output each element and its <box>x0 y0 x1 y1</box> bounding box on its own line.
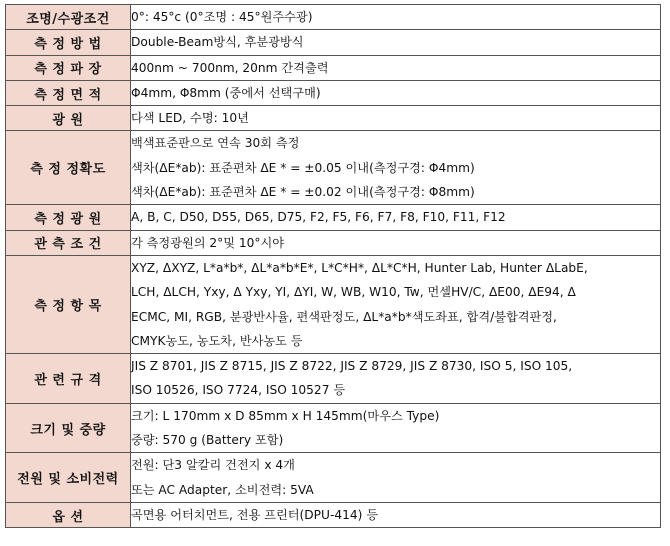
spec-value-line: JIS Z 8701, JIS Z 8715, JIS Z 8722, JIS Z 8729, JIS Z 8730, ISO 5, ISO 105, <box>131 359 573 374</box>
spec-label-measurement-illuminant: 측 정 광 원 <box>6 205 131 230</box>
spec-value-line: Φ4mm, Φ8mm (중에서 선택구매) <box>131 85 321 100</box>
spec-label-observer-condition: 관 측 조 건 <box>6 230 131 255</box>
spec-value-line: A, B, C, D50, D55, D65, D75, F2, F5, F6, F7, F8, F10, F11, F12 <box>131 210 506 225</box>
spec-value-line: 또는 AC Adapter, 소비전력: 5VA <box>131 482 314 497</box>
spec-label-measurement-wavelength: 측 정 파 장 <box>6 55 131 80</box>
spec-label-options: 옵 션 <box>6 502 131 527</box>
spec-value-line: 중량: 570 g (Battery 포함) <box>131 433 284 448</box>
spec-row-observer-condition <box>6 230 661 255</box>
spec-value-line: 곡면용 어터치먼트, 전용 프린터(DPU-414) 등 <box>131 507 379 522</box>
spec-row-measurement-area <box>6 80 661 105</box>
spec-row-measurement-method <box>6 30 661 55</box>
spec-value-line: 크기: L 170mm x D 85mm x H 145mm(마우스 Type) <box>131 408 440 423</box>
spec-value-measurement-wavelength <box>131 55 661 80</box>
spec-value-size-weight <box>131 403 661 453</box>
spec-value-line: Double-Beam방식, 후분광방식 <box>131 35 304 50</box>
spec-label-measurement-accuracy: 측 정 정확도 <box>6 131 131 205</box>
spec-value-line: ECMC, MI, RGB, 분광반사율, 편색판정도, ΔL*a*b*색도좌표, 합격/불합격판정, <box>131 309 557 324</box>
spec-value-illumination-condition <box>131 5 661 30</box>
spec-label-related-standards: 관 련 규 격 <box>6 354 131 404</box>
spec-label-measurement-method: 측 정 방 법 <box>6 30 131 55</box>
spec-value-line: XYZ, ΔXYZ, L*a*b*, ΔL*a*b*E*, L*C*H*, ΔL*C*H, Hunter Lab, Hunter ΔLabE, <box>131 260 588 275</box>
spec-value-line: 각 측정광원의 2°및 10°시야 <box>131 235 285 250</box>
spec-row-size-weight <box>6 403 661 453</box>
spec-label-light-source: 광 원 <box>6 106 131 131</box>
spec-value-observer-condition <box>131 230 661 255</box>
spec-row-measurement-illuminant <box>6 205 661 230</box>
spec-label-size-weight: 크기 및 중량 <box>6 403 131 453</box>
spec-row-measurement-wavelength <box>6 55 661 80</box>
spec-row-light-source <box>6 106 661 131</box>
spec-value-light-source <box>131 106 661 131</box>
spec-value-power-consumption <box>131 453 661 503</box>
spec-row-options <box>6 502 661 527</box>
spec-value-line: ISO 10526, ISO 7724, ISO 10527 등 <box>131 383 346 398</box>
spec-value-line: 전원: 단3 알칼리 건전지 x 4개 <box>131 458 295 473</box>
spec-value-measurement-accuracy <box>131 131 661 205</box>
spec-value-measurement-illuminant <box>131 205 661 230</box>
spec-value-line: 0°: 45°c (0°조명 : 45°원주수광) <box>131 10 313 24</box>
spec-row-power-consumption <box>6 453 661 503</box>
spec-value-measurement-method <box>131 30 661 55</box>
spec-row-illumination-condition <box>6 5 661 30</box>
spec-value-options <box>131 502 661 527</box>
spec-label-illumination-condition: 조명/수광조건 <box>6 5 131 30</box>
spec-value-measurement-area <box>131 80 661 105</box>
spec-value-measurement-items <box>131 255 661 353</box>
spec-value-line: 400nm ~ 700nm, 20nm 간격출력 <box>131 60 329 75</box>
spec-table <box>5 4 661 528</box>
spec-row-measurement-accuracy <box>6 131 661 205</box>
spec-value-line: 다색 LED, 수명: 10년 <box>131 111 249 126</box>
spec-row-related-standards <box>6 354 661 404</box>
spec-row-measurement-items <box>6 255 661 353</box>
spec-label-measurement-area: 측 정 면 적 <box>6 80 131 105</box>
spec-value-related-standards <box>131 354 661 404</box>
spec-value-line: 백색표준판으로 연속 30회 측정 <box>131 136 300 151</box>
spec-table-body <box>6 5 661 528</box>
spec-value-line: 색차(ΔE*ab): 표준편차 ΔE * = ±0.05 이내(측정구경: Φ4mm) <box>131 160 475 175</box>
spec-value-line: 색차(ΔE*ab): 표준편차 ΔE * = ±0.02 이내(측정구경: Φ8mm) <box>131 185 475 200</box>
spec-value-line: LCH, ΔLCH, Yxy, Δ Yxy, YI, ΔYI, W, WB, W10, Tw, 먼셀HV/C, ΔE00, ΔE94, Δ <box>131 285 576 300</box>
spec-label-measurement-items: 측 정 항 목 <box>6 255 131 353</box>
spec-value-line: CMYK농도, 농도차, 반사농도 등 <box>131 333 303 348</box>
spec-label-power-consumption: 전원 및 소비전력 <box>6 453 131 503</box>
